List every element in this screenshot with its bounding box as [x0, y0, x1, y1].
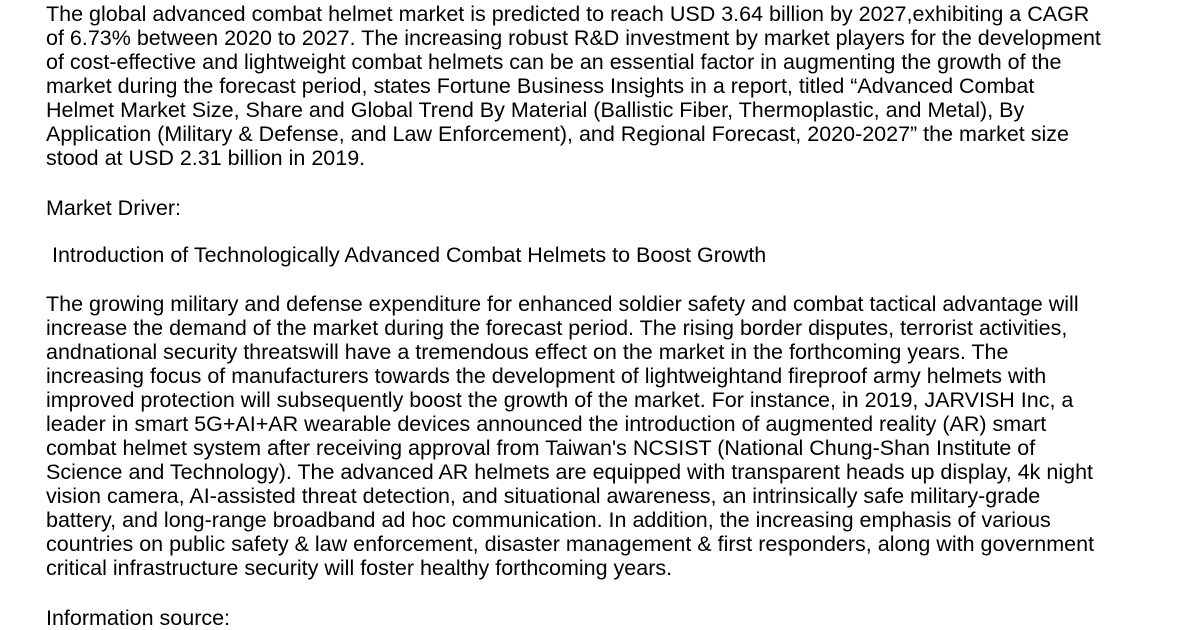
body-line: Science and Technology). The advanced AR helmets are equipped with transparent heads up display, 4k night	[46, 460, 1094, 484]
body-line: leader in smart 5G+AI+AR wearable devices announced the introduction of augmented reality (AR) smart	[46, 412, 1047, 436]
body-line: combat helmet system after receiving approval from Taiwan's NCSIST (National Chung-Shan Institute of	[46, 436, 1036, 460]
body-line: The growing military and defense expenditure for enhanced soldier safety and combat tactical advantage will	[46, 292, 1079, 316]
body-line: countries on public safety & law enforcement, disaster management & first responders, along with government	[46, 532, 1095, 556]
intro-line: stood at USD 2.31 billion in 2019.	[46, 146, 366, 170]
body-line: improved protection will subsequently boost the growth of the market. For instance, in 2019, JARVISH Inc, a	[46, 388, 1074, 412]
driver-title: Introduction of Technologically Advanced Combat Helmets to Boost Growth	[52, 243, 767, 267]
market-driver-heading: Market Driver:	[46, 196, 181, 220]
body-line: battery, and long-range broadband ad hoc communication. In addition, the increasing emphasis of various	[46, 508, 1051, 532]
body-line: increase the demand of the market during the forecast period. The rising border disputes, terrorist activities,	[46, 316, 1068, 340]
body-paragraph	[46, 292, 1094, 580]
body-line: critical infrastructure security will foster healthy forthcoming years.	[46, 556, 673, 580]
intro-line: Application (Military & Defense, and Law Enforcement), and Regional Forecast, 2020-2027” the market size	[46, 122, 1069, 146]
body-line: increasing focus of manufacturers towards the development of lightweightand fireproof army helmets with	[46, 364, 1047, 388]
intro-paragraph	[46, 2, 1101, 170]
intro-line: of cost-effective and lightweight combat helmets can be an essential factor in augmenting the growth of the	[46, 50, 1062, 74]
body-line: vision camera, AI-assisted threat detection, and situational awareness, an intrinsically safe military-grade	[46, 484, 1041, 508]
body-line: andnational security threatswill have a tremendous effect on the market in the forthcoming years. The	[46, 340, 1009, 364]
intro-line: Helmet Market Size, Share and Global Trend By Material (Ballistic Fiber, Thermoplastic, and Metal), By	[46, 98, 1025, 122]
intro-line: The global advanced combat helmet market is predicted to reach USD 3.64 billion by 2027,exhibiting a CAGR	[46, 2, 1090, 26]
intro-line: market during the forecast period, states Fortune Business Insights in a report, titled “Advanced Combat	[46, 74, 1035, 98]
intro-line: of 6.73% between 2020 to 2027. The increasing robust R&D investment by market players for the development	[46, 26, 1101, 50]
information-source-heading: Information source:	[46, 606, 231, 630]
